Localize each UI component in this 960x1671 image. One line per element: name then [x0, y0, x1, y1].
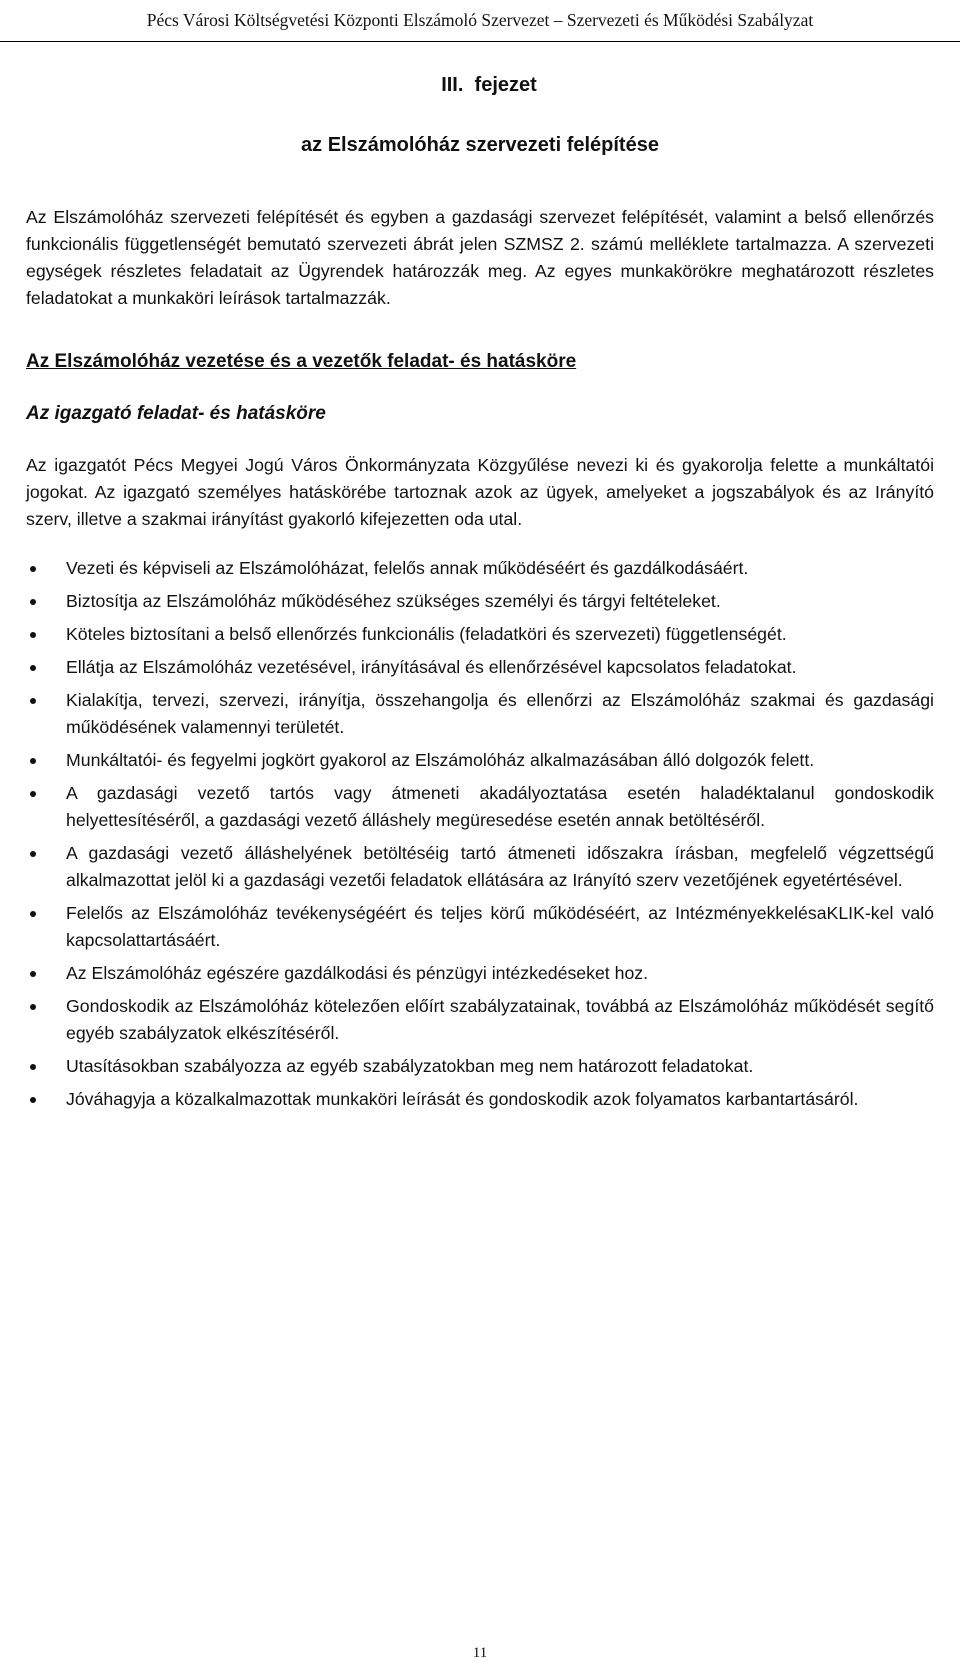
list-item [26, 621, 934, 648]
list-item [26, 900, 934, 954]
bullet-icon [30, 971, 36, 977]
section-heading: Az Elszámolóház vezetése és a vezetők feladat- és hatásköre [26, 351, 577, 372]
list-item [26, 960, 934, 987]
list-item [26, 654, 934, 681]
list-item [26, 588, 934, 615]
list-item-text: Kialakítja, tervezi, szervezi, irányítja, összehangolja és ellenőrzi az Elszámolóház szakmai és gazdasági működésének valamennyi területét. [66, 690, 934, 737]
page-header [0, 0, 960, 42]
list-item-text: Vezeti és képviseli az Elszámolóházat, felelős annak működéséért és gazdálkodásáért. [66, 558, 749, 578]
list-item-text: Köteles biztosítani a belső ellenőrzés funkcionális (feladatköri és szervezeti) függetlenségét. [66, 624, 787, 644]
list-item-text: Jóváhagyja a közalkalmazottak munkaköri leírását és gondoskodik azok folyamatos karbantartásáról. [66, 1089, 859, 1109]
list-item [26, 1053, 934, 1080]
bullet-icon [30, 1097, 36, 1103]
bullet-icon [30, 599, 36, 605]
bullet-icon [30, 698, 36, 704]
list-item-text: Gondoskodik az Elszámolóház kötelezően előírt szabályzatainak, továbbá az Elszámolóház működését segítő egyéb szabályzatok elkészítéséről. [66, 996, 934, 1043]
list-item-text: Ellátja az Elszámolóház vezetésével, irányításával és ellenőrzésével kapcsolatos feladatokat. [66, 657, 797, 677]
list-item-text: Munkáltatói- és fegyelmi jogkört gyakorol az Elszámolóház alkalmazásában álló dolgozók felett. [66, 750, 815, 770]
chapter-subtitle: az Elszámolóház szervezeti felépítése [301, 134, 659, 156]
document-body [26, 70, 934, 1119]
list-item-text: Felelős az Elszámolóház tevékenységéért és teljes körű működéséért, az IntézményekkelésaKLIK-kel való kapcsolattartásáért. [66, 903, 934, 950]
list-item [26, 747, 934, 774]
subsection-heading: Az igazgató feladat- és hatásköre [26, 403, 326, 424]
bullet-icon [30, 1064, 36, 1070]
chapter-number: III. [441, 74, 464, 96]
duties-list [26, 555, 934, 1113]
page-header-text: Pécs Városi Költségvetési Központi Elszámoló Szervezet – Szervezeti és Működési Szabályzat [146, 10, 814, 30]
bullet-icon [30, 791, 36, 797]
list-item-text: A gazdasági vezető tartós vagy átmeneti akadályoztatása esetén haladéktalanul gondoskodik helyettesítéséről, a gazdasági vezető álláshely megüresedése esetén annak betöltéséről. [66, 783, 934, 830]
list-item-text: Az Elszámolóház egészére gazdálkodási és pénzügyi intézkedéseket hoz. [66, 963, 649, 983]
list-item-text: Utasításokban szabályozza az egyéb szabályzatokban meg nem határozott feladatokat. [66, 1056, 754, 1076]
list-item [26, 840, 934, 894]
bullet-icon [30, 665, 36, 671]
list-item [26, 555, 934, 582]
bullet-icon [30, 632, 36, 638]
bullet-icon [30, 1004, 36, 1010]
list-item [26, 780, 934, 834]
chapter-title [26, 70, 934, 100]
intro-paragraph: Az Elszámolóház szervezeti felépítését és egyben a gazdasági szervezet felépítését, valamint a belső ellenőrzés funkcionális függetlenségét bemutató szervezeti ábrát jelen SZMSZ 2. számú melléklete tartalmazza. A szervezeti egységek részletes feladatait az Ügyrendek határozzák meg. Az egyes munkakörökre meghatározott részletes feladatokat a munkaköri leírások tartalmazzák. [26, 207, 934, 308]
chapter-label: fejezet [474, 74, 537, 96]
list-item [26, 993, 934, 1047]
bullet-icon [30, 911, 36, 917]
director-paragraph: Az igazgatót Pécs Megyei Jogú Város Önkormányzata Közgyűlése nevezi ki és gyakorolja felette a munkáltatói jogokat. Az igazgató személyes hatáskörébe tartoznak azok az ügyek, amelyeket a jogszabályok és az Irányító szerv, illetve a szakmai irányítást gyakorló kifejezetten oda utal. [26, 455, 934, 529]
list-item [26, 1086, 934, 1113]
bullet-icon [30, 566, 36, 572]
page-number: 11 [472, 1645, 488, 1661]
list-item-text: Biztosítja az Elszámolóház működéséhez szükséges személyi és tárgyi feltételeket. [66, 591, 721, 611]
bullet-icon [30, 851, 36, 857]
list-item-text: A gazdasági vezető álláshelyének betöltéséig tartó átmeneti időszakra írásban, megfelelő végzettségű alkalmazottat jelöl ki a gazdasági vezetői feladatok ellátására az Irányító szerv vezetőjének egyetértésével. [66, 843, 934, 890]
bullet-icon [30, 758, 36, 764]
list-item [26, 687, 934, 741]
